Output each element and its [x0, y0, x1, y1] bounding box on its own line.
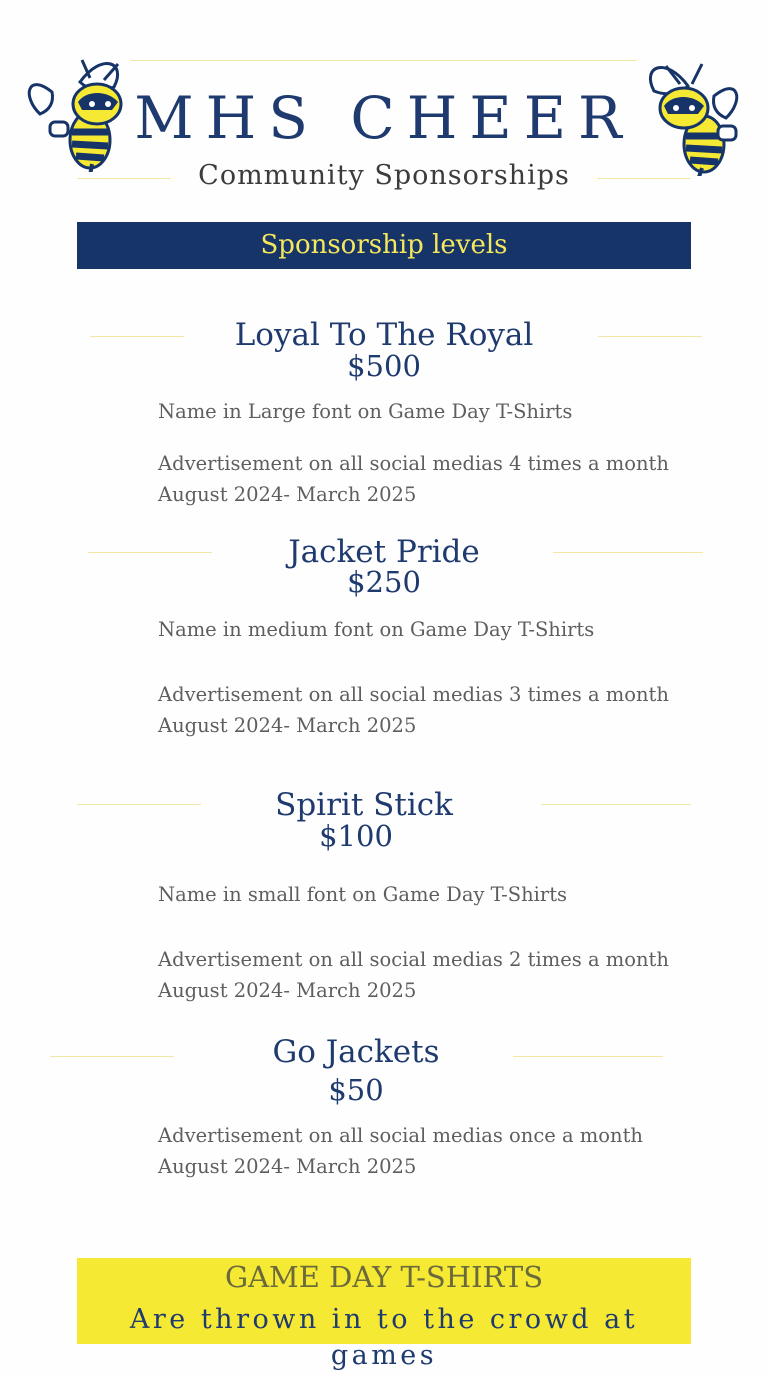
- level-price: $100: [319, 819, 393, 853]
- level-benefit: Advertisement on all social medias 3 times a month: [158, 683, 669, 706]
- level-price: $50: [328, 1073, 384, 1107]
- level-name: Go Jackets: [272, 1034, 440, 1070]
- callout-heading: GAME DAY T-SHIRTS: [224, 1260, 544, 1294]
- sponsorship-levels-banner: Sponsorship levels: [77, 222, 691, 269]
- level-benefit: Name in small font on Game Day T-Shirts: [158, 883, 568, 906]
- level-benefit: Name in medium font on Game Day T-Shirts: [158, 618, 595, 641]
- page-title: MHS CHEER: [134, 84, 634, 152]
- level-dates: August 2024- March 2025: [158, 714, 417, 737]
- game-day-tshirts-callout: [77, 1258, 691, 1371]
- level-price: $500: [347, 349, 421, 383]
- level-dates: August 2024- March 2025: [158, 483, 417, 506]
- level-benefit: Advertisement on all social medias 4 times a month: [158, 452, 669, 475]
- page-subtitle: Community Sponsorships: [198, 160, 570, 191]
- level-name: Jacket Pride: [288, 534, 480, 570]
- level-name: Spirit Stick: [275, 787, 453, 823]
- header-top-rule: [130, 60, 636, 61]
- callout-text: Are thrown in to the crowd at games: [129, 1304, 639, 1371]
- level-price: $250: [347, 565, 421, 599]
- level-dates: August 2024- March 2025: [158, 979, 417, 1002]
- level-benefit: Name in Large font on Game Day T-Shirts: [158, 400, 573, 423]
- level-name: Loyal To The Royal: [234, 317, 534, 353]
- level-benefit: Advertisement on all social medias 2 times a month: [158, 948, 669, 971]
- level-dates: August 2024- March 2025: [158, 1155, 417, 1178]
- level-benefit: Advertisement on all social medias once a month: [158, 1124, 643, 1147]
